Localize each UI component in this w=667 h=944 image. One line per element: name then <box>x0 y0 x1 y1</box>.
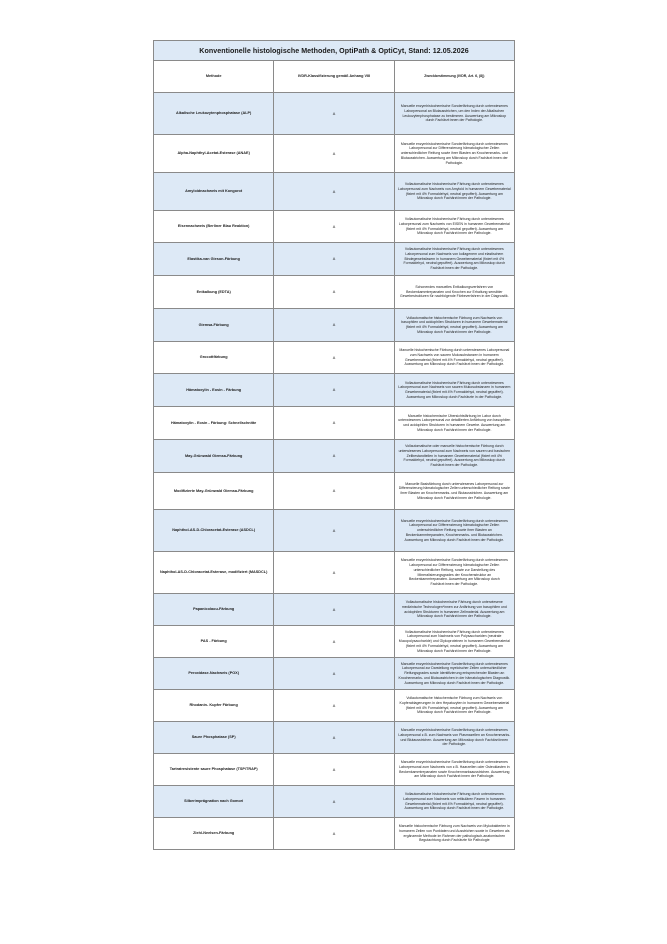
classification-cell: A <box>274 552 394 594</box>
method-cell: Silberimprägnation nach Gomori <box>154 786 274 818</box>
table-row <box>154 510 515 552</box>
purpose-cell: Manuelle histochemische Übersichtsfärbung im Labor durch unterwiesenes Laborpersonal zur detaillierten Anfärbung von basophilen und acidophilen Strukturen in humanem Gewebe. Auswertung am Mikroskop durch Fachärzt:innen der Pathologie. <box>394 407 514 440</box>
classification-cell: A <box>274 510 394 552</box>
method-cell: Hämatoxylin - Eosin - Färbung: Schnellschnitte <box>154 407 274 440</box>
header-method: Methode <box>154 61 274 93</box>
purpose-cell: Manuelle Basisfärbung durch unterwiesenes Laborpersonal zur Differenzierung hämatologischer Zellen unterschiedlicher Reifung sowie ihrer Blasten an Knochenmarks- und Blutausstrichen. Auswertung am Mikroskop durch Fachärzt:innen der Pathologie. <box>394 473 514 510</box>
purpose-cell: Manuelle histochemische Färbung zum Nachweis von Mykobakterien in humanem Zellen von Punktaten und Ausstrichen sowie in Geweben als ergänzende Methode im Rahmen der pathologisch-anatomischen Begutachtung durch Fachärzte für Pathologie <box>394 818 514 850</box>
method-cell: Papanicolaou-Färbung <box>154 594 274 626</box>
table-row <box>154 690 515 722</box>
classification-cell: A <box>274 407 394 440</box>
purpose-cell: Vollautomatische histochemische Färbung durch unterwiesenes Laborpersonal zum Nachweis von sauren Mukosubstanzen in humanem Gewebematerial (fixiert mit 4% Formaldehyd, neutral gepuffert). Auswertung am Mikroskop durch Fachärzte in der Pathologie. <box>394 374 514 407</box>
table-body <box>154 93 515 850</box>
purpose-cell: Vollautomatische histochemische Färbung durch unterwiesenes Laborpersonal zum Nachweis von Polysacchariden (neutrale Mucopolysaccharide) und Glykoproteinen in humanem Gewebematerial (fixiert mit 4% Formaldehyd, neutral gepuffert). Auswertung am Mikroskop durch Fachärzt:innen der Pathologie. <box>394 626 514 658</box>
table-row <box>154 626 515 658</box>
classification-cell: A <box>274 309 394 342</box>
method-cell: Rhodanin- Kupfer Färbung <box>154 690 274 722</box>
table-row <box>154 342 515 374</box>
classification-cell: A <box>274 754 394 786</box>
classification-cell: A <box>274 473 394 510</box>
table-row <box>154 552 515 594</box>
table-row <box>154 93 515 135</box>
method-cell: Saure Phosphatase (SP) <box>154 722 274 754</box>
classification-cell: A <box>274 342 394 374</box>
methods-table <box>153 40 515 850</box>
method-cell: Naphthol-AS-D-Chloracetat-Esterase, modifiziert (MASDCL) <box>154 552 274 594</box>
purpose-cell: Manuelle enzymhistochemische Sonderfärbung durch unterwiesenes Laborpersonal zur Differenzierung hämatologischer Zellen unterschiedlicher Reifung, sowie zur Darstellung des Mineralisierungsgrades der Knochenstruktur an Beckenkammtrepanaten. Auswertung am Mikroskop durch Fachärzt:innen der Pathologie. <box>394 552 514 594</box>
method-cell: Amyloidnachweis mit Kongorot <box>154 173 274 211</box>
method-cell: Ziehl-Neelsen-Färbung <box>154 818 274 850</box>
classification-cell: A <box>274 440 394 473</box>
table-row <box>154 243 515 276</box>
method-cell: Modifizierte May-Grünwald Giemsa-Färbung <box>154 473 274 510</box>
method-cell: Elastika-van Gieson-Färbung <box>154 243 274 276</box>
classification-cell: A <box>274 594 394 626</box>
purpose-cell: Vollautomatische histochemische Färbung durch unterwiesenes Laborpersonal zum Nachweis von EISEN in humanem Gewebematerial (fixiert mit 4% Formaldehyd, neutral gepuffert). Auswertung am Mikroskop durch Fachärzt:innen der Pathologie. <box>394 211 514 243</box>
purpose-cell: Manuelle enzymhistochemische Sonderfärbung durch unterwiesenes Laborpersonal zur Darstellung myeloischer Zellen unterschiedlicher Reifungsgrades sowie Identifizierung entsprechender Blasten an Knochenmarks- und Blutausstrichen in der hämatologischen Diagnostik. Auswertung am Mikroskop durch Fachärzt:innen der Pathologie. <box>394 658 514 690</box>
table-row <box>154 818 515 850</box>
table-row <box>154 135 515 173</box>
classification-cell: A <box>274 658 394 690</box>
classification-cell: A <box>274 722 394 754</box>
table-row <box>154 173 515 211</box>
purpose-cell: Vollautomatische histochemische Färbung durch unterwiesenes Laborpersonal zum Nachweis von Amyloid in humanem Gewebematerial (fixiert mit 4% Formaldehyd, neutral gepuffert). Auswertung am Mikroskop durch Fachärzt:innen der Pathologie. <box>394 173 514 211</box>
method-cell: Tartratresistente saure Phosphatase (TSP/TRAP) <box>154 754 274 786</box>
method-cell: Alpha-Naphthyl-Acetat-Esterase (ANAE) <box>154 135 274 173</box>
table-row <box>154 440 515 473</box>
purpose-cell: Vollautomatische histochemische Färbung durch unterwiesene medizinische Technologen*innen zur Anfärbung von basophilen und acidophilen Strukturen in humanem Zellmaterial. Auswertung am Mikroskop durch Fachärzt:innen der Pathologie. <box>394 594 514 626</box>
method-cell: PAS - Färbung <box>154 626 274 658</box>
classification-cell: A <box>274 243 394 276</box>
table-row <box>154 786 515 818</box>
purpose-cell: Manuelle enzymhistochemische Sonderfärbung durch unterwiesenes Laborpersonal z.B. zum Nachweis von Plasmazellen an Knochenmarks- und Blutausstrichen. Auswertung am Mikroskop durch Fachärzt:innen der Pathologie. <box>394 722 514 754</box>
table-row <box>154 374 515 407</box>
classification-cell: A <box>274 93 394 135</box>
purpose-cell: Schonendes manuelles Entkalkungsverfahren von Beckenkammtrepanaten und Knochen zur Erhaltung sensibler Gewebestrukturen für nachfolgende Färbeverfahren in der Diagnostik. <box>394 276 514 309</box>
header-classification: IVDR-Klassifizierung gemäß Anhang VIII <box>274 61 394 93</box>
purpose-cell: Vollautomatische oder manuelle histochemische Färbung durch unterwiesenes Laborpersonal zum Nachweis von sauren und basischen Zellbestandteilen in humanem Gewebematerial (fixiert mit 4% Formaldehyd, neutral gepuffert). Auswertung am Mikroskop durch Fachärzt:innen der Pathologie. <box>394 440 514 473</box>
classification-cell: A <box>274 374 394 407</box>
method-cell: Naphthol-AS-D-Chloracetat-Esterase (ASDCL) <box>154 510 274 552</box>
table-row <box>154 211 515 243</box>
classification-cell: A <box>274 173 394 211</box>
purpose-cell: Manuelle enzymhistochemische Sonderfärbung durch unterwiesenes Laborpersonal an Blutausstrichen, um den Index der Alkalischen Leukozytenphosphatase zu bestimmen. Auswertung am Mikroskop durch Fachärzt:innen der Pathologie. <box>394 93 514 135</box>
classification-cell: A <box>274 626 394 658</box>
purpose-cell: Manuelle histochemische Färbung durch unterwiesenes Laborpersonal zum Nachweis von sauren Mukosubstanzen in humanem Gewebematerial (fixiert mit 4% Formaldehyd, neutral gepuffert). Auswertung am Mikroskop durch Fachärzt:innen der Pathologie. <box>394 342 514 374</box>
method-cell: Entkalkung (EDTA) <box>154 276 274 309</box>
table-row <box>154 473 515 510</box>
table-row <box>154 722 515 754</box>
purpose-cell: Manuelle enzymhistochemische Sonderfärbung durch unterwiesenes Laborpersonal zur Differenzierung hämatologischer Zellen unterschiedlicher Reifung sowie ihrer Blasten an Beckenkammtrepanaten, Knochenmarks- und Blutausstrichen. Auswertung am Mikroskop durch Fachärzt:innen der Pathologie. <box>394 510 514 552</box>
classification-cell: A <box>274 276 394 309</box>
purpose-cell: Manuelle enzymhistochemische Sonderfärbung durch unterwiesenes Laborpersonal zur Differenzierung hämatologischer Zellen unterschiedlicher Reifung sowie ihrer Blasten an Knochenmarks- und Blutausstrichen. Auswertung am Mikroskop durch Fachärzt:innen der Pathologie. <box>394 135 514 173</box>
classification-cell: A <box>274 818 394 850</box>
method-cell: Eisennachweis (Berliner Blau Reaktion) <box>154 211 274 243</box>
classification-cell: A <box>274 690 394 722</box>
method-cell: Alkalische Leukozytenphosphatase (ALP) <box>154 93 274 135</box>
purpose-cell: Vollautomatische histochemische Färbung zum Nachweis von basophilen und acidophilen Strukturen in humanem Gewebematerial (fixiert mit 4% Formaldehyd, neutral gepuffert). Auswertung am Mikroskop durch Fachärzt:innen der Pathologie. <box>394 309 514 342</box>
purpose-cell: Vollautomatische histochemische Färbung durch unterwiesenes Laborpersonal zum Nachweis von retikulären Fasern in humanem Gewebematerial (fixiert mit 4% Formaldehyd, neutral gepuffert). Auswertung am Mikroskop durch Fachärzt:innen der Pathologie. <box>394 786 514 818</box>
table-row <box>154 407 515 440</box>
purpose-cell: Vollautomatische histochemische Färbung zum Nachweis von Kupferablagerungen in den Hepatozyten in humanem Gewebematerial (fixiert mit 4% Formaldehyd, neutral gepuffert). Auswertung am Mikroskop durch Fachärzt:innen der Pathologie. <box>394 690 514 722</box>
purpose-cell: Manuelle enzymhistochemische Sonderfärbung durch unterwiesenes Laborpersonal zum Nachweis von z.B. Haarzellen oder Osteoklasten in Beckenkammtrepanaten sowie Knochenmarksausstrichen. Auswertung am Mikroskop durch Fachärzt:innen der Pathologie. <box>394 754 514 786</box>
classification-cell: A <box>274 786 394 818</box>
purpose-cell: Vollautomatische histochemische Färbung durch unterwiesenes Laborpersonal zum Nachweis von kollagenem und elastischem Bindegewebsfasern in humanem Gewebematerial (fixiert mit 4% Formaldehyd, neutral gepuffert). Auswertung am Mikroskop durch Fachärzt:innen der Pathologie. <box>394 243 514 276</box>
table-title: Konventionelle histologische Methoden, OptiPath & OptiCyt, Stand: 12.05.2026 <box>154 41 515 61</box>
method-cell: Hämatoxylin - Eosin - Färbung <box>154 374 274 407</box>
method-cell: May-Grünwald Giemsa-Färbung <box>154 440 274 473</box>
classification-cell: A <box>274 211 394 243</box>
method-cell: Peroxidase-Nachweis (POX) <box>154 658 274 690</box>
table-row <box>154 594 515 626</box>
table-row <box>154 309 515 342</box>
table-row <box>154 754 515 786</box>
method-cell: Giemsa-Färbung <box>154 309 274 342</box>
table-row <box>154 276 515 309</box>
method-cell: Grocottfärbung <box>154 342 274 374</box>
table-row <box>154 658 515 690</box>
header-purpose: Zweckbestimmung (IVDR, Art. 6, (8)) <box>394 61 514 93</box>
classification-cell: A <box>274 135 394 173</box>
